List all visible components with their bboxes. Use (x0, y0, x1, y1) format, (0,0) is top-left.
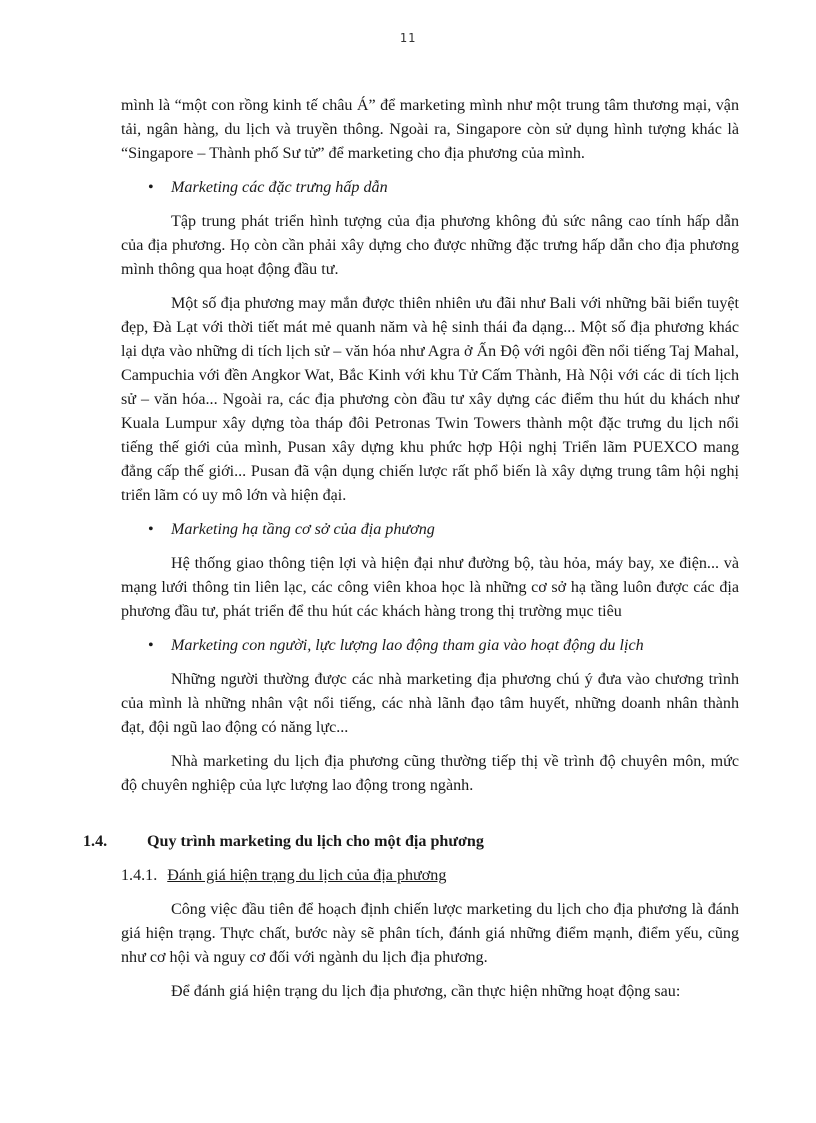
subsection-heading (121, 864, 739, 888)
document-body (83, 94, 739, 1014)
bullet-attractive-features (121, 176, 739, 200)
subsection-heading-title: Đánh giá hiện trạng du lịch của địa phương (167, 867, 447, 884)
bullet-label: Marketing các đặc trưng hấp dẫn (171, 179, 388, 196)
bullet-people-workforce (121, 634, 739, 658)
bullet-label: Marketing hạ tầng cơ sở của địa phương (171, 521, 435, 538)
paragraph: Nhà marketing du lịch địa phương cũng thường tiếp thị về trình độ chuyên môn, mức độ chuyên nghiệp của lực lượng lao động trong ngành. (121, 753, 739, 794)
paragraph: Tập trung phát triển hình tượng của địa phương không đủ sức nâng cao tính hấp dẫn của địa phương. Họ còn cần phải xây dựng cho được những đặc trưng hấp dẫn cho địa phương mình thông qua hoạt động đầu tư. (121, 213, 739, 278)
section-heading-title: Quy trình marketing du lịch cho một địa phương (147, 833, 484, 850)
paragraph: Một số địa phương may mắn được thiên nhiên ưu đãi như Bali với những bãi biển tuyệt đẹp, Đà Lạt với thời tiết mát mẻ quanh năm và hệ sinh thái đa dạng... Một số địa phương khác lại dựa vào những di tích lịch sử – văn hóa như Agra ở Ấn Độ với ngôi đền nổi tiếng Taj Mahal, Campuchia với đền Angkor Wat, Bắc Kinh với khu Tử Cấm Thành, Hà Nội với các di tích lịch sử – văn hóa... Ngoài ra, các địa phương còn đầu tư xây dựng các điểm thu hút du khách như Kuala Lumpur xây dựng tòa tháp đôi Petronas Twin Towers thành một đặc trưng du lịch nổi tiếng thế giới của mình, Pusan xây dựng khu phức hợp Hội nghị Triển lãm PUEXCO mang đẳng cấp thế giới... Pusan đã vận dụng chiến lược rất phổ biến là xây dựng trung tâm hội nghị triển lãm có uy mô lớn và hiện đại. (121, 295, 739, 504)
bullet-dot-icon: • (148, 521, 154, 538)
bullet-label: Marketing con người, lực lượng lao động tham gia vào hoạt động du lịch (171, 637, 644, 654)
bullet-infrastructure (121, 518, 739, 542)
paragraph: Những người thường được các nhà marketing địa phương chú ý đưa vào chương trình của mình là những nhân vật nổi tiếng, các nhà lãnh đạo tâm huyết, những doanh nhân thành đạt, đội ngũ lao động có năng lực... (121, 671, 739, 736)
bullet-dot-icon: • (148, 179, 154, 196)
intro-paragraph: mình là “một con rồng kinh tế châu Á” để marketing mình như một trung tâm thương mại, vận tải, ngân hàng, du lịch và truyền thông. Ngoài ra, Singapore còn sử dụng hình tượng khác là “Singapore – Thành phố Sư tử” để marketing cho địa phương của mình. (121, 97, 739, 162)
paragraph: Công việc đầu tiên để hoạch định chiến lược marketing du lịch cho địa phương là đánh giá hiện trạng. Thực chất, bước này sẽ phân tích, đánh giá những điểm mạnh, điểm yếu, cũng như cơ hội và nguy cơ đối với ngành du lịch địa phương. (121, 901, 739, 966)
section-heading (83, 830, 739, 854)
subsection-heading-number: 1.4.1. (121, 867, 158, 884)
section-heading-number: 1.4. (83, 833, 108, 850)
bullet-dot-icon: • (148, 637, 154, 654)
page-number: 11 (399, 31, 417, 45)
paragraph: Hệ thống giao thông tiện lợi và hiện đại như đường bộ, tàu hỏa, máy bay, xe điện... và mạng lưới thông tin liên lạc, các công viên khoa học là những cơ sở hạ tầng luôn được các địa phương đầu tư, phát triển để thu hút các khách hàng trong thị trường mục tiêu (121, 555, 739, 620)
paragraph: Để đánh giá hiện trạng du lịch địa phương, cần thực hiện những hoạt động sau: (171, 983, 681, 1000)
